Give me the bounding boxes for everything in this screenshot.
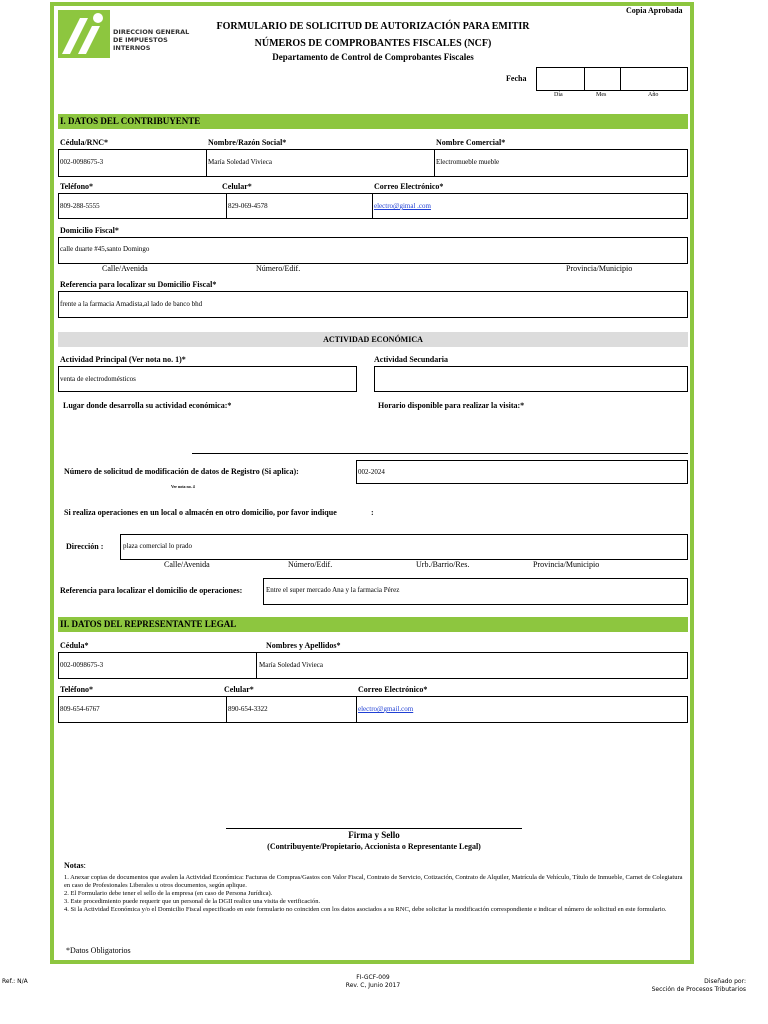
celular-label: Celular*: [222, 182, 252, 191]
telefono-label: Teléfono*: [60, 182, 94, 191]
ops-numero-caption: Número/Edif.: [288, 560, 333, 569]
cedula-input[interactable]: 002-0098675-3: [60, 158, 104, 166]
footer-designer: Diseñado por: Sección de Procesos Tributarios: [651, 978, 746, 993]
rep-telefono-input[interactable]: 809-654-6767: [60, 705, 100, 713]
rep-telefono-label: Teléfono*: [60, 685, 94, 694]
correo-label: Correo Electrónico*: [374, 182, 444, 191]
otro-local-label: Si realiza operaciones en un local o almacén en otro domicilio, por favor indique: [64, 508, 337, 517]
actividad-principal-label: Actividad Principal (Ver nota no. 1)*: [60, 355, 186, 364]
rep-cedula-label: Cédula*: [60, 641, 89, 650]
cedula-label: Cédula/RNC*: [60, 138, 109, 147]
footer-ref: Ref.: N/A: [2, 978, 28, 985]
firma-sub: (Contribuyente/Propietario, Accionista o Representante Legal): [267, 842, 481, 851]
correo-link[interactable]: electro@gimal .com: [374, 202, 431, 210]
telefono-input[interactable]: 809-288-5555: [60, 202, 100, 210]
domicilio-input[interactable]: calle duarte #45,santo Domingo: [60, 245, 150, 253]
actividad-secundaria-input[interactable]: [374, 366, 688, 392]
nombre-label: Nombre/Razón Social*: [208, 138, 287, 147]
section1-header: I. DATOS DEL CONTRIBUYENTE: [58, 114, 688, 129]
firma-label: Firma y Sello: [348, 830, 400, 840]
provincia-caption: Provincia/Municipio: [566, 264, 633, 273]
direccion-field: [120, 534, 688, 560]
rep-cedula-input[interactable]: 002-0098675-3: [60, 661, 104, 669]
actividad-principal-input[interactable]: venta de electrodomésticos: [60, 375, 136, 383]
fecha-label: Fecha: [506, 74, 527, 83]
form-title-line1: FORMULARIO DE SOLICITUD DE AUTORIZACIÓN PARA EMITIR: [216, 21, 530, 32]
horario-label: Horario disponible para realizar la visita:*: [378, 401, 525, 410]
solicitud-field: [356, 460, 688, 484]
direccion-input[interactable]: plaza comercial lo prado: [123, 542, 192, 550]
domicilio-field: [58, 237, 688, 264]
ano-label: Año: [648, 92, 659, 98]
form-title-line2: NÚMEROS DE COMPROBANTES FISCALES (NCF): [254, 38, 492, 49]
ref-ops-input[interactable]: Entre el super mercado Ana y la farmacia Pérez: [266, 586, 400, 594]
ops-calle-caption: Calle/Avenida: [164, 560, 210, 569]
dgii-logo-icon: [58, 10, 110, 58]
rep-nombres-input[interactable]: María Soledad Vivieca: [259, 661, 323, 669]
signature-line[interactable]: [226, 828, 522, 829]
department-label: Departamento de Control de Comprobantes Fiscales: [272, 52, 474, 62]
solicitud-label: Número de solicitud de modificación de datos de Registro (Si aplica):: [64, 467, 299, 476]
nota-item: 4. Si la Actividad Económica y/o el Domicilio Fiscal especificado en este formulario no coinciden con los datos asociados a su RNC, debe solicitar la modificación correspondiente e indicar el número de solicitud en este formulario.: [64, 906, 667, 913]
referencia-label: Referencia para localizar su Domicilio Fiscal*: [60, 280, 217, 289]
rep-nombres-label: Nombres y Apellidos*: [266, 641, 341, 650]
footer-code: FI-GCF-009 Rev. C, Junio 2017: [345, 974, 401, 989]
fecha-field[interactable]: [536, 67, 688, 91]
referencia-input[interactable]: frente a la farmacia Amadista,al lado de banco bhd: [60, 300, 203, 308]
nota-item: 1. Anexar copias de documentos que avalen la Actividad Económica: Facturas de Compras/Gastos con Valor Fiscal, Contrato de Servicio, Cotización, Contrato de Alquiler, Matrícula de Vehículo, Título de Inmueble, Carnet de Colegiatura en caso de Profesionales Liberales u otros documentos, según aplique.: [64, 874, 683, 889]
rep-celular-label: Celular*: [224, 685, 254, 694]
notas-title: Notas:: [64, 861, 86, 870]
rep-celular-input[interactable]: 890-654-3322: [228, 705, 268, 713]
domicilio-label: Domicilio Fiscal*: [60, 226, 119, 235]
dia-label: Día: [554, 92, 563, 98]
ops-provincia-caption: Provincia/Municipio: [533, 560, 600, 569]
contact-row: [58, 193, 688, 219]
comercial-input[interactable]: Electromueble mueble: [436, 158, 500, 166]
comercial-label: Nombre Comercial*: [436, 138, 506, 147]
obligatorios-note: *Datos Obligatorios: [66, 946, 131, 955]
lugar-label: Lugar donde desarrolla su actividad económica:*: [63, 401, 232, 410]
nombre-input[interactable]: María Soledad Vivieca: [208, 158, 272, 166]
rep-correo-link[interactable]: electro@gmail.com: [358, 705, 414, 713]
section2-header: II. DATOS DEL REPRESENTANTE LEGAL: [58, 617, 688, 632]
actividad-secundaria-label: Actividad Secundaria: [374, 355, 449, 364]
ops-urb-caption: Urb./Barrio/Res.: [416, 560, 470, 569]
direccion-label: Dirección :: [66, 542, 104, 551]
mes-label: Mes: [596, 92, 607, 98]
solicitud-input[interactable]: 002-2024: [358, 468, 385, 476]
nota-item: 2. El Formulario debe tener el sello de la empresa (en caso de Persona Jurídica).: [64, 890, 273, 897]
nota4-reference: Ver nota no. 4: [171, 484, 195, 489]
lugar-horario-line[interactable]: [192, 453, 688, 454]
copy-label: Copia Aprobada: [626, 6, 683, 15]
nota-item: 3. Este procedimiento puede requerir que un personal de la DGII realice una visita de verificación.: [64, 898, 321, 905]
logo-text: DIRECCION GENERAL DE IMPUESTOS INTERNOS: [113, 28, 190, 52]
actividad-title: ACTIVIDAD ECONÓMICA: [323, 335, 423, 344]
ref-ops-label: Referencia para localizar el domicilio de operaciones:: [60, 586, 243, 595]
cedula-nombre-row: [58, 149, 688, 177]
calle-caption: Calle/Avenida: [102, 264, 148, 273]
rep-correo-label: Correo Electrónico*: [358, 685, 428, 694]
notas-list: [64, 874, 686, 914]
numero-caption: Número/Edif.: [256, 264, 301, 273]
rep-identity-row: [58, 652, 688, 679]
celular-input[interactable]: 829-069-4578: [228, 202, 268, 210]
